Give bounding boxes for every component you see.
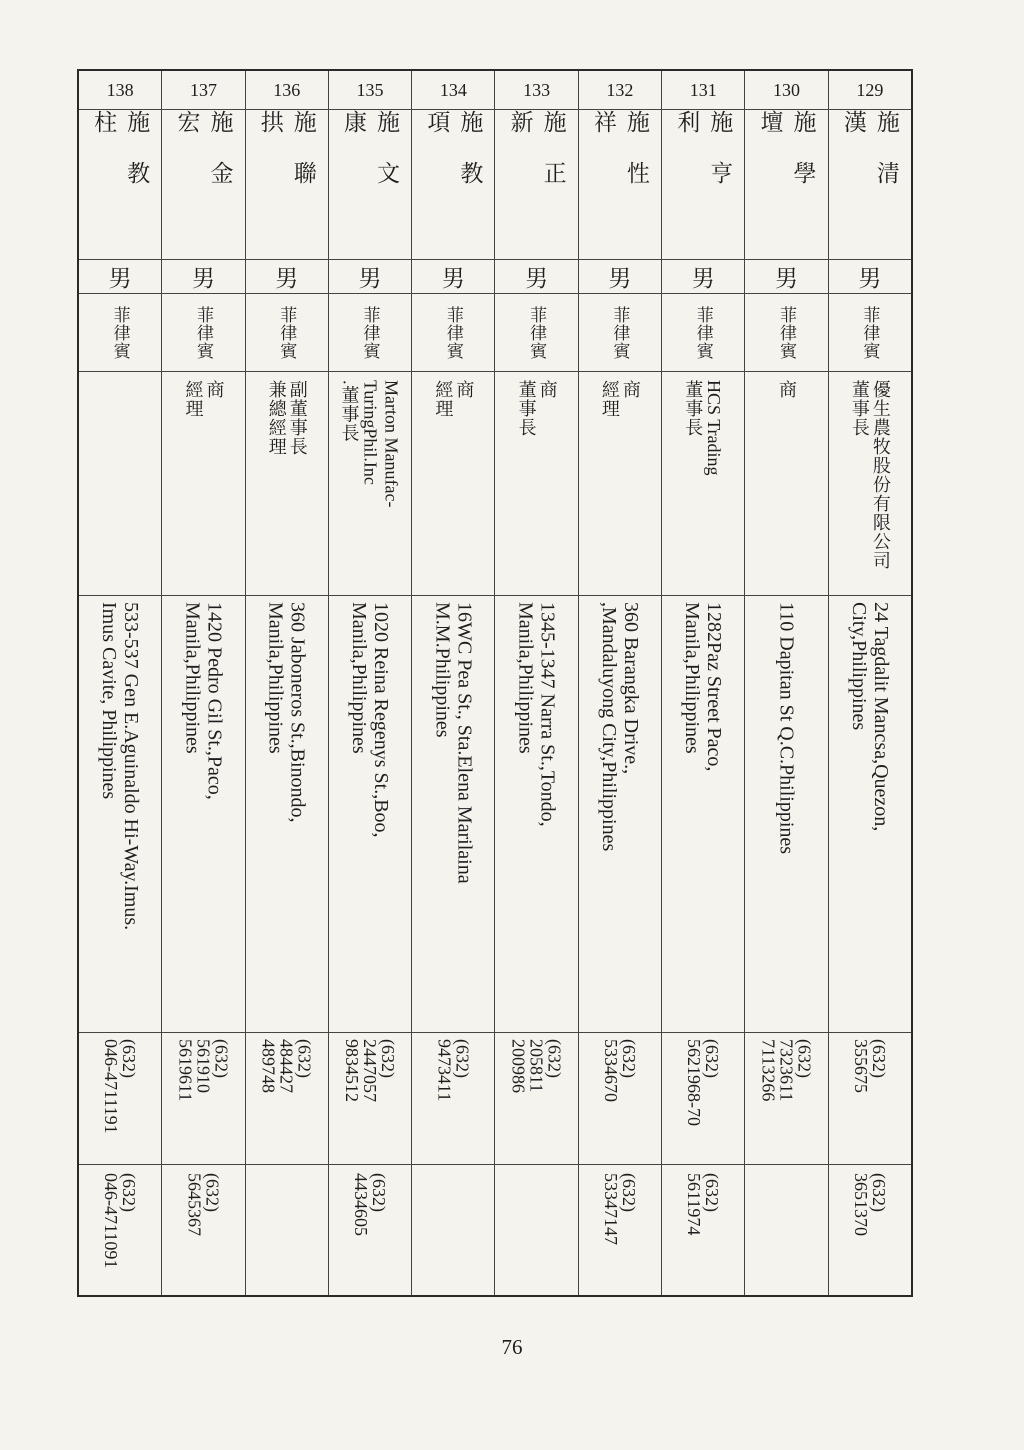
record-column: [161, 71, 244, 1295]
address-line: 110 Dapitan St Q.C.Philippines: [775, 602, 798, 855]
record-column: [661, 71, 744, 1295]
record-number: 137: [189, 79, 217, 100]
nationality: 菲律賓: [693, 305, 713, 360]
sex-cell: 男: [662, 259, 744, 293]
telephone-cell: [579, 1032, 661, 1164]
record-number: 134: [439, 79, 467, 100]
telephone-line: 5621968-70: [684, 1039, 705, 1126]
person-name: 施亨利: [674, 110, 733, 212]
title-line: 優生農牧股份有限公司: [870, 380, 891, 570]
record-number: 133: [523, 79, 551, 100]
title-line: TuringPhil.Inc: [360, 380, 381, 485]
title-line: Marton Manufac-: [381, 380, 402, 508]
title-line: 商: [777, 380, 798, 399]
nationality: 菲律賓: [193, 305, 213, 360]
telephone-line: 355675: [850, 1039, 871, 1093]
sex-cell: 男: [162, 259, 244, 293]
fax-cell: [162, 1164, 244, 1295]
record-column: [411, 71, 494, 1295]
fax-line: (632): [119, 1173, 140, 1212]
address-line: 1420 Pedro Gil St.,Paco,: [203, 602, 226, 800]
title-cell: [79, 371, 161, 595]
nationality: 菲律賓: [777, 305, 797, 360]
name-cell: [662, 109, 744, 259]
name-cell: [246, 109, 328, 259]
fax-cell: [579, 1164, 661, 1295]
telephone-line: (632): [294, 1039, 315, 1078]
sex-cell: 男: [412, 259, 494, 293]
name-cell: [829, 109, 911, 259]
fax-cell: [79, 1164, 161, 1295]
title-line: 董事長: [683, 380, 704, 437]
title-line: 經理: [183, 380, 204, 418]
name-cell: [162, 109, 244, 259]
record-number: 138: [106, 79, 134, 100]
telephone-line: 489748: [258, 1039, 279, 1093]
record-column: [79, 71, 161, 1295]
record-number: 129: [856, 79, 884, 100]
sex-cell: 男: [246, 259, 328, 293]
page-number: 76: [501, 1335, 523, 1359]
telephone-line: 5619611: [175, 1039, 196, 1102]
address-line: 1020 Reina Regenys St.,Boo,: [370, 602, 393, 838]
person-name: 施金宏: [174, 110, 233, 212]
nationality-cell: [412, 293, 494, 371]
record-column: [245, 71, 328, 1295]
fax-line: (632): [868, 1173, 889, 1212]
telephone-cell: [662, 1032, 744, 1164]
nationality-cell: [162, 293, 244, 371]
title-cell: [162, 371, 244, 595]
nationality: 菲律賓: [527, 305, 547, 360]
record-column: [494, 71, 577, 1295]
fax-cell: [329, 1164, 411, 1295]
sex-cell: 男: [579, 259, 661, 293]
telephone-line: (632): [618, 1039, 639, 1078]
fax-line: (632): [618, 1173, 639, 1212]
nationality-cell: [662, 293, 744, 371]
person-name: 施清漢: [840, 110, 899, 212]
address-cell: [412, 595, 494, 1032]
title-cell: [579, 371, 661, 595]
telephone-line: (632): [544, 1039, 565, 1078]
telephone-line: (632): [452, 1039, 473, 1078]
address-line: ,Mandaluyong City,Philippines: [597, 602, 620, 852]
nationality: 菲律賓: [610, 305, 630, 360]
sex-cell: 男: [829, 259, 911, 293]
fax-cell: [246, 1164, 328, 1295]
record-number: 132: [606, 79, 634, 100]
address-line: 24 Tagdalit Mancsa,Quezon,: [869, 602, 892, 832]
name-cell: [329, 109, 411, 259]
address-cell: [162, 595, 244, 1032]
telephone-line: 200986: [508, 1039, 529, 1093]
telephone-line: 046-4711191: [101, 1039, 122, 1134]
telephone-line: 7323611: [776, 1039, 797, 1102]
person-name: 施學壇: [757, 110, 816, 212]
title-line: 董事長: [516, 380, 537, 437]
record-number: 135: [356, 79, 384, 100]
fax-line: (632): [202, 1173, 223, 1212]
address-line: Manila,Philippines: [181, 602, 204, 754]
name-cell: [745, 109, 827, 259]
fax-line: 5645367: [184, 1173, 205, 1236]
address-cell: [662, 595, 744, 1032]
telephone-line: (632): [702, 1039, 723, 1078]
title-cell: [329, 371, 411, 595]
telephone-cell: [79, 1032, 161, 1164]
nationality-cell: [745, 293, 827, 371]
name-cell: [495, 109, 577, 259]
record-column: [328, 71, 411, 1295]
title-line: 經理: [599, 380, 620, 418]
nationality-cell: [79, 293, 161, 371]
telephone-cell: [246, 1032, 328, 1164]
person-name: 施正新: [507, 110, 566, 212]
telephone-line: (632): [211, 1039, 232, 1078]
telephone-line: 5334670: [600, 1039, 621, 1102]
fax-line: 5611974: [684, 1173, 705, 1236]
nationality: 菲律賓: [860, 305, 880, 360]
nationality-cell: [579, 293, 661, 371]
fax-line: 046-4711091: [101, 1173, 122, 1269]
fax-cell: [495, 1164, 577, 1295]
telephone-line: (632): [868, 1039, 889, 1078]
record-column: [744, 71, 827, 1295]
address-line: 16WC Pea St., Sta.Elena Marilaina: [453, 602, 476, 884]
person-name: 施教柱: [91, 110, 150, 212]
telephone-line: 7113266: [758, 1039, 779, 1102]
telephone-cell: [495, 1032, 577, 1164]
nationality: 菲律賓: [360, 305, 380, 360]
address-line: Manila,Philippines: [681, 602, 704, 754]
nationality: 菲律賓: [110, 305, 130, 360]
name-cell: [579, 109, 661, 259]
address-line: 1345-1347 Narra St.,Tondo,: [536, 602, 559, 827]
record-number: 130: [773, 79, 801, 100]
telephone-line: 484427: [276, 1039, 297, 1093]
telephone-line: 9473411: [434, 1039, 455, 1102]
sex-cell: 男: [745, 259, 827, 293]
person-name: 施性祥: [590, 110, 649, 212]
telephone-cell: [745, 1032, 827, 1164]
telephone-cell: [162, 1032, 244, 1164]
person-name: 施聯拱: [257, 110, 316, 212]
telephone-line: (632): [378, 1039, 399, 1078]
fax-line: 53347147: [600, 1173, 621, 1245]
title-line: .董事長: [339, 380, 360, 443]
nationality: 菲律賓: [277, 305, 297, 360]
fax-cell: [745, 1164, 827, 1295]
fax-cell: [829, 1164, 911, 1295]
address-line: 533-537 Gen E.Aguinaldo Hi-Way.Imus.: [120, 602, 143, 931]
address-cell: [745, 595, 827, 1032]
nationality-cell: [829, 293, 911, 371]
address-line: M.M.Philippines: [431, 602, 454, 738]
title-cell: [745, 371, 827, 595]
person-name: 施教項: [424, 110, 483, 212]
telephone-cell: [829, 1032, 911, 1164]
address-line: Manila,Philippines: [264, 602, 287, 754]
record-number: 136: [273, 79, 301, 100]
telephone-cell: [329, 1032, 411, 1164]
title-cell: [829, 371, 911, 595]
title-line: 商: [204, 380, 225, 399]
sex-cell: 男: [329, 259, 411, 293]
title-line: 經理: [433, 380, 454, 418]
nationality-cell: [495, 293, 577, 371]
telephone-line: (632): [119, 1039, 140, 1078]
telephone-line: 2447057: [360, 1039, 381, 1102]
nationality: 菲律賓: [443, 305, 463, 360]
nationality-cell: [329, 293, 411, 371]
telephone-line: 9834512: [342, 1039, 363, 1102]
address-cell: [829, 595, 911, 1032]
name-cell: [79, 109, 161, 259]
nationality-cell: [246, 293, 328, 371]
telephone-line: 205811: [526, 1039, 547, 1093]
record-column: [578, 71, 661, 1295]
address-line: Manila,Philippines: [514, 602, 537, 754]
title-line: 副董事長: [287, 380, 308, 456]
sex-cell: 男: [79, 259, 161, 293]
address-line: 360 Jaboneros St.,Binondo,: [286, 602, 309, 823]
title-cell: [495, 371, 577, 595]
fax-line: 4434605: [351, 1173, 372, 1236]
address-cell: [579, 595, 661, 1032]
address-cell: [329, 595, 411, 1032]
title-line: HCS Trading: [704, 380, 725, 476]
telephone-line: (632): [794, 1039, 815, 1078]
address-cell: [79, 595, 161, 1032]
name-cell: [412, 109, 494, 259]
record-number: 131: [689, 79, 717, 100]
telephone-line: 561910: [193, 1039, 214, 1093]
title-line: 商: [620, 380, 641, 399]
fax-line: (632): [702, 1173, 723, 1212]
address-line: Manila,Philippines: [348, 602, 371, 754]
record-column: [828, 71, 911, 1295]
title-line: 商: [454, 380, 475, 399]
fax-cell: [662, 1164, 744, 1295]
person-name: 施文康: [341, 110, 400, 212]
address-cell: [495, 595, 577, 1032]
title-cell: [412, 371, 494, 595]
address-cell: [246, 595, 328, 1032]
title-line: 董事長: [849, 380, 870, 437]
fax-line: 3651370: [850, 1173, 871, 1236]
address-line: City,Philippines: [847, 602, 870, 731]
title-cell: [246, 371, 328, 595]
title-line: 商: [537, 380, 558, 399]
fax-line: (632): [369, 1173, 390, 1212]
sex-cell: 男: [495, 259, 577, 293]
title-line: 兼總經理: [266, 380, 287, 456]
address-line: 1282Paz Street Paco,: [703, 602, 726, 772]
telephone-cell: [412, 1032, 494, 1164]
roster-table: [77, 69, 913, 1297]
address-line: Imus Cavite, Philippines: [98, 602, 121, 800]
address-line: 360 Barangka Drive.,: [619, 602, 642, 775]
title-cell: [662, 371, 744, 595]
fax-cell: [412, 1164, 494, 1295]
